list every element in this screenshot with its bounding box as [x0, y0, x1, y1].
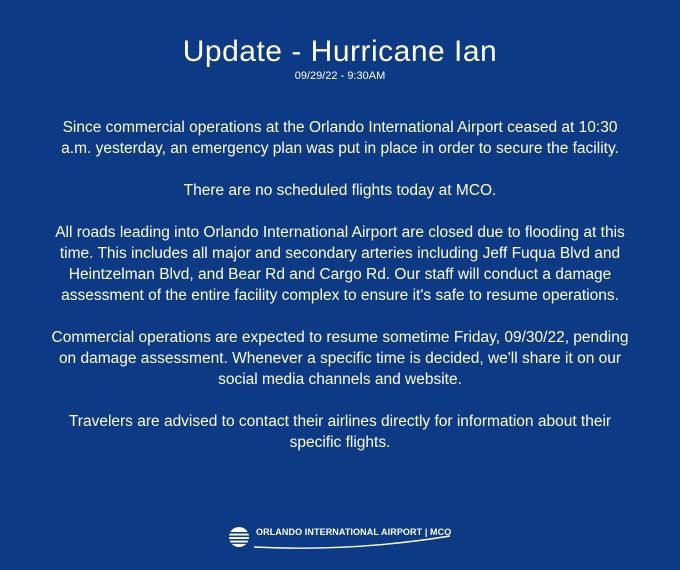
logo-wordmark: ORLANDO INTERNATIONAL AIRPORT | MCO [256, 527, 452, 537]
airport-logo [226, 522, 456, 552]
paragraph-resume-operations: Commercial operations are expected to resume sometime Friday, 09/30/22, pending on damage assessment. Whenever a specific time is decided, we'll share it on our social media channels and website. [51, 329, 629, 388]
announcement-body [50, 117, 630, 474]
paragraph-operations-ceased: Since commercial operations at the Orlando International Airport ceased at 10:30 a.m. yesterday, an emergency plan was put in place in order to secure the facility. [61, 119, 619, 157]
paragraph-traveler-advice: Travelers are advised to contact their airlines directly for information about their specific flights. [68, 413, 612, 451]
page-title: Update - Hurricane Ian [182, 35, 498, 68]
paragraph-no-flights: There are no scheduled flights today at MCO. [183, 182, 497, 199]
globe-icon [228, 526, 252, 548]
paragraph-roads-closed: All roads leading into Orlando International Airport are closed due to flooding at this time. This includes all major and secondary arteries including Jeff Fuqua Blvd and Heintzelman Blvd, and Bear Rd and Cargo Rd. Our staff will conduct a damage assessment of the entire facility complex to ensure it's safe to resume operations. [55, 224, 625, 304]
swoosh-icon [252, 534, 452, 550]
timestamp: 09/29/22 - 9:30AM [294, 70, 386, 82]
